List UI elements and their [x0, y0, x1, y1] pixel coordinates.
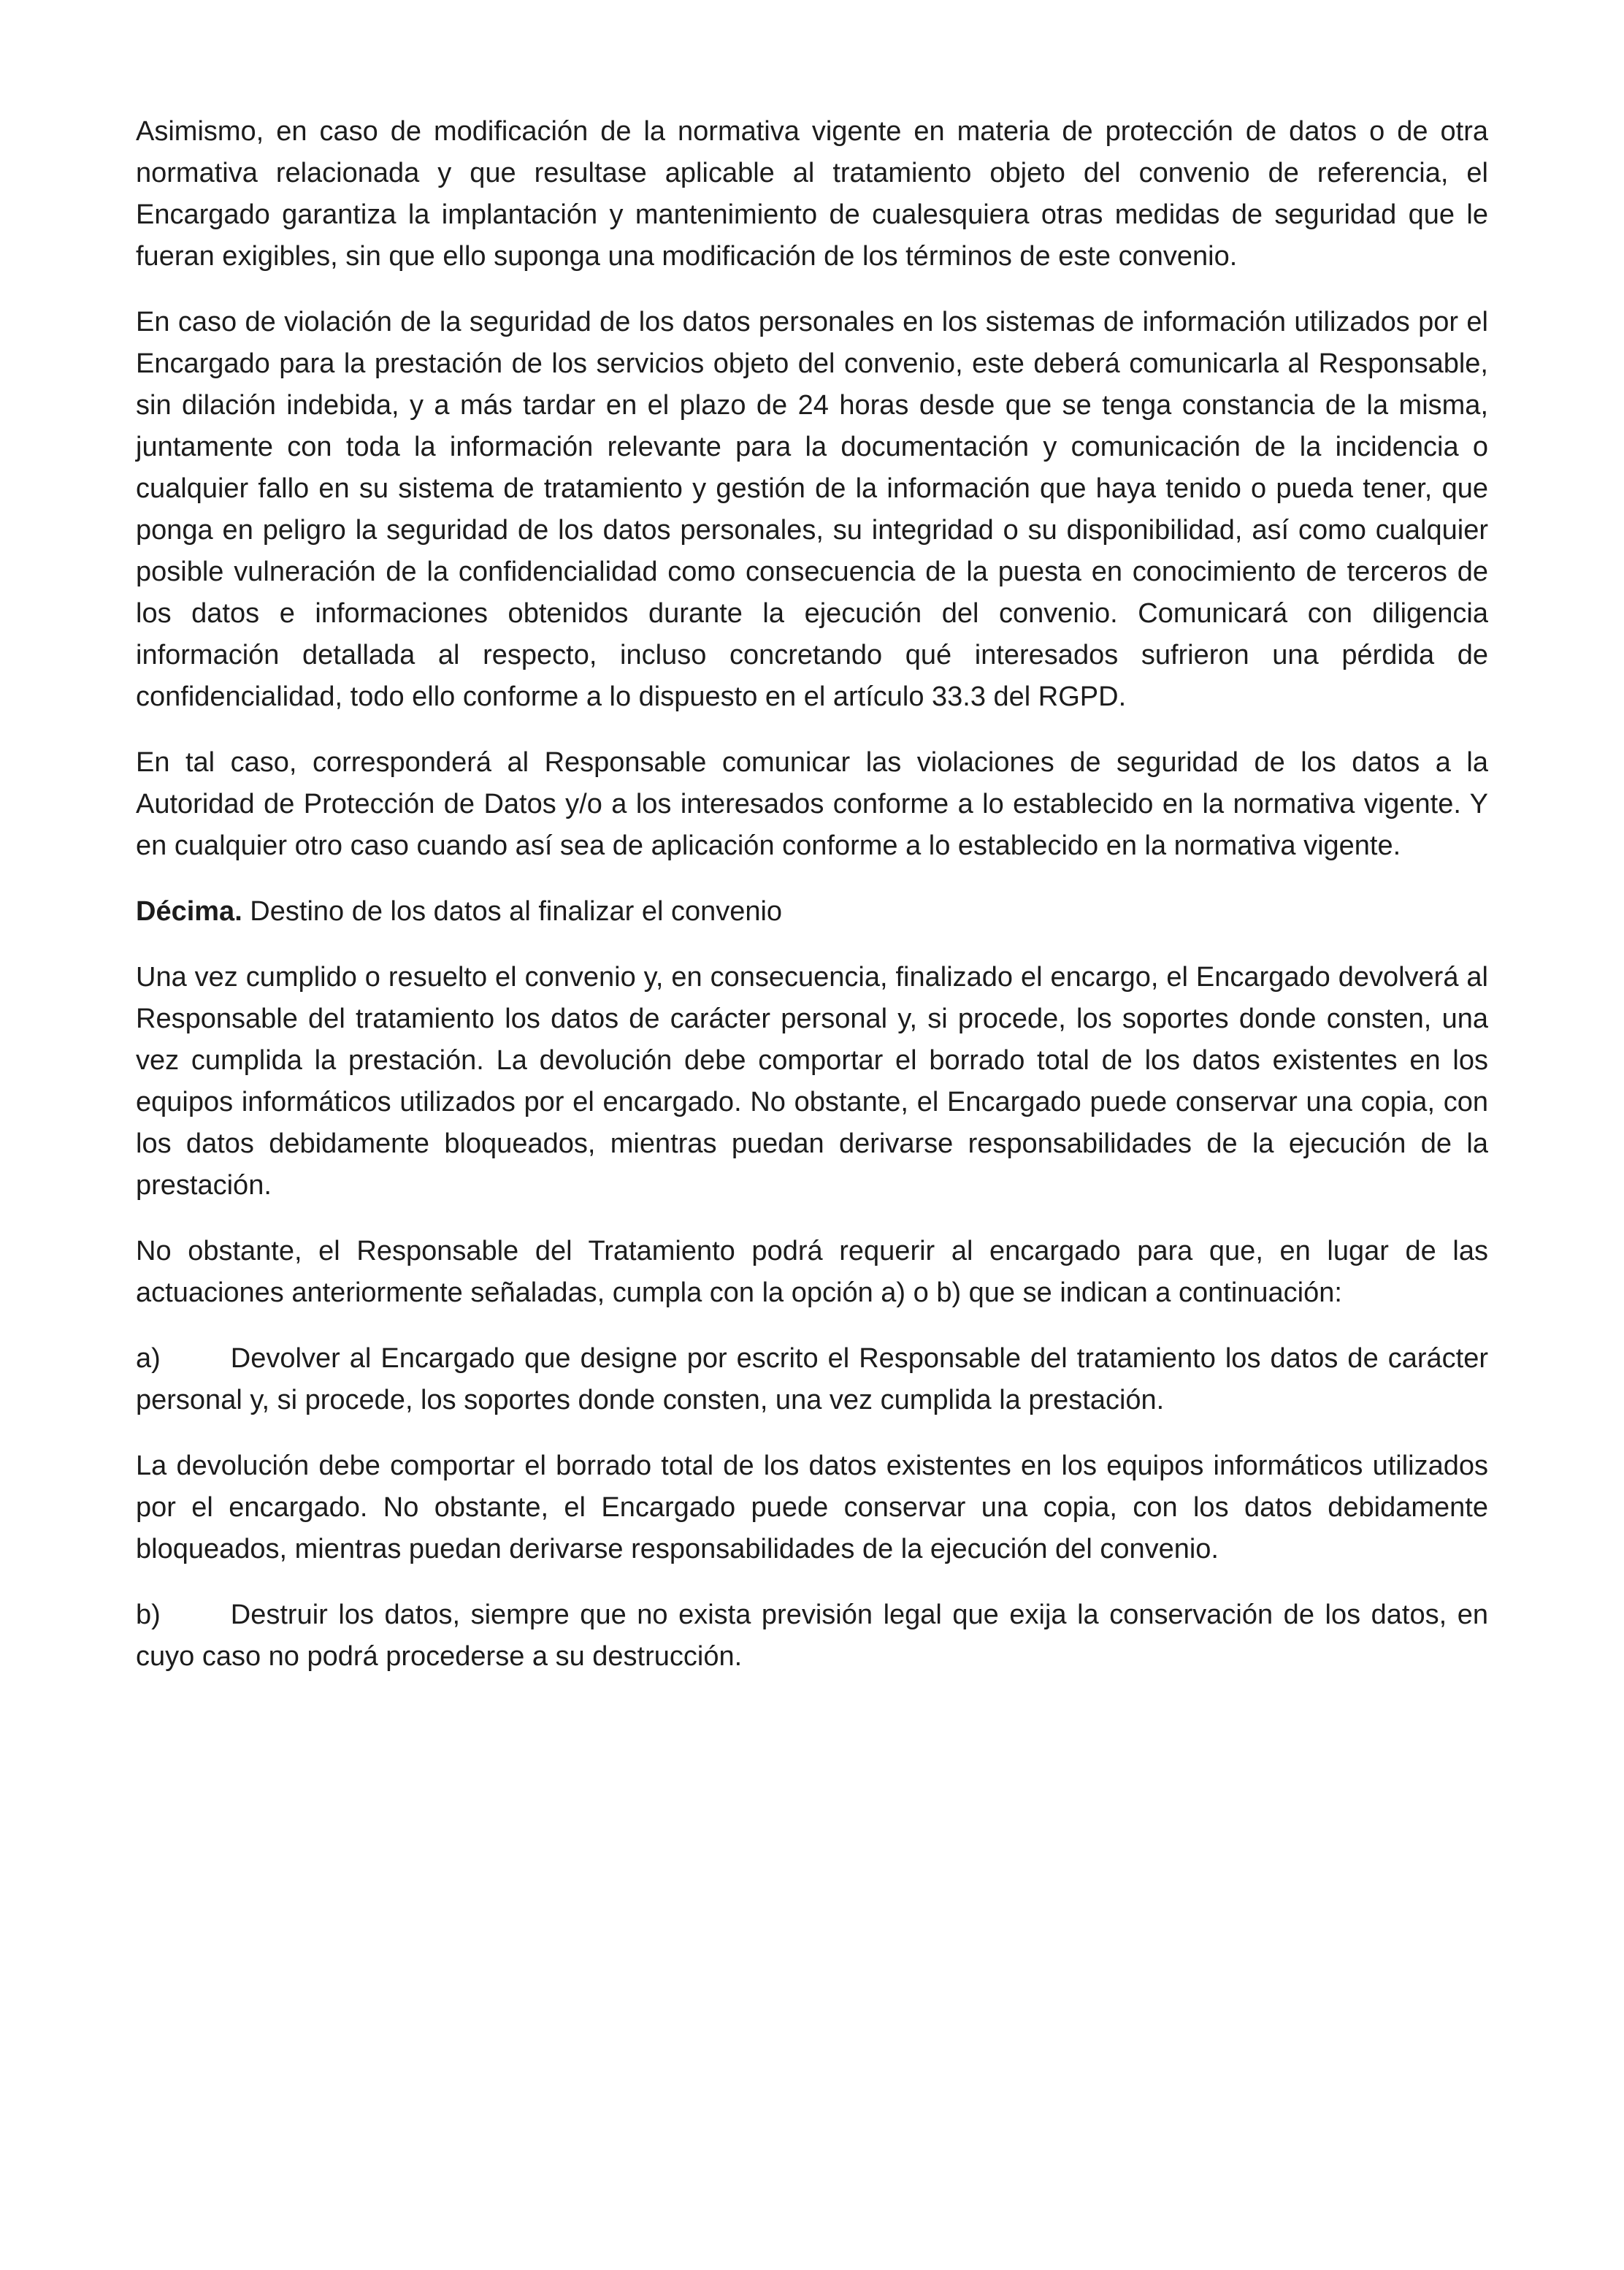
paragraph-destino-datos: Una vez cumplido o resuelto el convenio y, en consecuencia, finalizado el encargo, el Encargado devolverá al Responsable del tratamiento los datos de carácter personal y, si procede, los soportes donde consten, una vez cumplida la prestación. La devolución debe comportar el borrado total de los datos existentes en los equipos informáticos utilizados por el encargado. No obstante, el Encargado puede conservar una copia, con los datos debidamente bloqueados, mientras puedan derivarse responsabilidades de la ejecución de la prestación.: [136, 962, 1488, 1201]
list-item-a-text: Devolver al Encargado que designe por escrito el Responsable del tratamiento los datos de carácter personal y, si procede, los soportes donde consten, una vez cumplida la prestación.: [136, 1343, 1488, 1415]
paragraph-violacion-seguridad: En caso de violación de la seguridad de los datos personales en los sistemas de información utilizados por el Encargado para la prestación de los servicios objeto del convenio, este deberá comunicarla al Responsable, sin dilación indebida, y a más tardar en el plazo de 24 horas desde que se tenga constancia de la misma, juntamente con toda la información relevante para la documentación y comunicación de la incidencia o cualquier fallo en su sistema de tratamiento y gestión de la información que haya tenido o pueda tener, que ponga en peligro la seguridad de los datos personales, su integridad o su disponibilidad, así como cualquier posible vulneración de la confidencialidad como consecuencia de la puesta en conocimiento de terceros de los datos e informaciones obtenidos durante la ejecución del convenio. Comunicará con diligencia información detallada al respecto, incluso concretando qué interesados sufrieron una pérdida de confidencialidad, todo ello conforme a lo dispuesto en el artículo 33.3 del RGPD.: [136, 307, 1488, 712]
list-marker-a: a): [136, 1343, 161, 1374]
list-marker-b: b): [136, 1600, 161, 1630]
list-item-b-text: Destruir los datos, siempre que no exista previsión legal que exija la conservación de los datos, en cuyo caso no podrá procederse a su destrucción.: [136, 1600, 1488, 1672]
paragraph-devolucion-borrado: La devolución debe comportar el borrado total de los datos existentes en los equipos informáticos utilizados por el encargado. No obstante, el Encargado puede conservar una copia, con los datos debidamente bloqueados, mientras puedan derivarse responsabilidades de la ejecución del convenio.: [136, 1451, 1488, 1564]
list-item-a: [136, 1338, 1488, 1421]
paragraph-modificacion-normativa: Asimismo, en caso de modificación de la normativa vigente en materia de protección de datos o de otra normativa relacionada y que resultase aplicable al tratamiento objeto del convenio de referencia, el Encargado garantiza la implantación y mantenimiento de cualesquiera otras medidas de seguridad que le fueran exigibles, sin que ello suponga una modificación de los términos de este convenio.: [136, 116, 1488, 272]
section-heading-decima: [136, 891, 1488, 933]
list-item-b: [136, 1594, 1488, 1678]
paragraph-opciones-a-b: No obstante, el Responsable del Tratamiento podrá requerir al encargado para que, en lugar de las actuaciones anteriormente señaladas, cumpla con la opción a) o b) que se indican a continuación:: [136, 1236, 1488, 1308]
section-heading-number: Décima.: [136, 896, 242, 927]
paragraph-comunicacion-autoridad: En tal caso, corresponderá al Responsable comunicar las violaciones de seguridad de los datos a la Autoridad de Protección de Datos y/o a los interesados conforme a lo establecido en la normativa vigente. Y en cualquier otro caso cuando así sea de aplicación conforme a lo establecido en la normativa vigente.: [136, 747, 1488, 861]
section-heading-title: Destino de los datos al finalizar el convenio: [242, 896, 783, 927]
